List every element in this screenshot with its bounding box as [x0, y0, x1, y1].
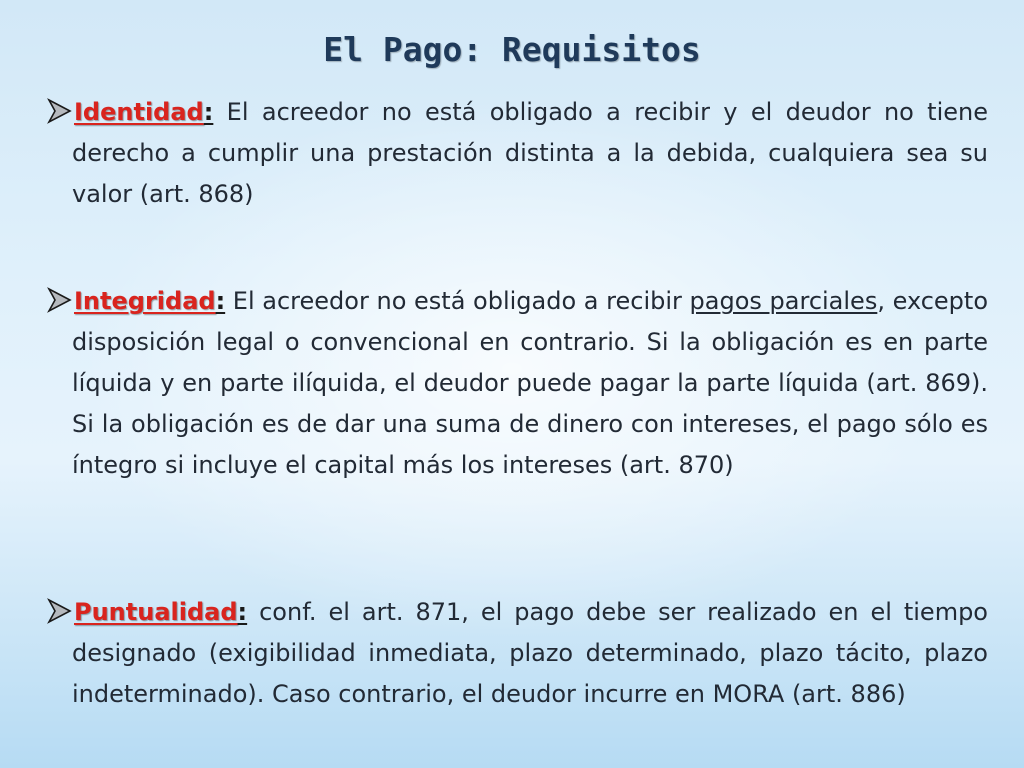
bullet-text: El acreedor no está obligado a recibir y el deudor no tiene derecho a cumplir una prestación distinta a la debida, cualquiera sea su valor (art. 868): [72, 98, 988, 208]
bullet-colon: :: [237, 598, 248, 626]
underlined-term: pagos parciales: [689, 287, 878, 315]
arrow-bullet-icon: [46, 98, 72, 124]
arrow-bullet-icon: [46, 598, 72, 624]
bullet-colon: :: [215, 287, 226, 315]
bullet-label: Identidad: [74, 98, 204, 126]
bullet-text-before: El acreedor no está obligado a recibir: [225, 287, 690, 315]
bullet-colon: :: [203, 98, 214, 126]
bullet-label: Integridad: [74, 287, 216, 315]
bullet-identidad: [46, 92, 988, 215]
slide-title: El Pago: Requisitos: [323, 30, 701, 69]
bullet-label: Puntualidad: [74, 598, 238, 626]
bullet-text: conf. el art. 871, el pago debe ser realizado en el tiempo designado (exigibilidad inmediata, plazo determinado, plazo tácito, plazo indeterminado). Caso contrario, el deudor incurre en MORA (art. 886): [72, 598, 988, 708]
bullet-integridad: [46, 281, 988, 486]
bullet-puntualidad: [46, 592, 988, 715]
bullet-text-after: , excepto disposición legal o convencional en contrario. Si la obligación es en parte líquida y en parte ilíquida, el deudor puede pagar la parte líquida (art. 869). Si la obligación es de dar una suma de dinero con intereses, el pago sólo es íntegro si incluye el capital más los intereses (art. 870): [72, 287, 989, 479]
arrow-bullet-icon: [46, 287, 72, 313]
